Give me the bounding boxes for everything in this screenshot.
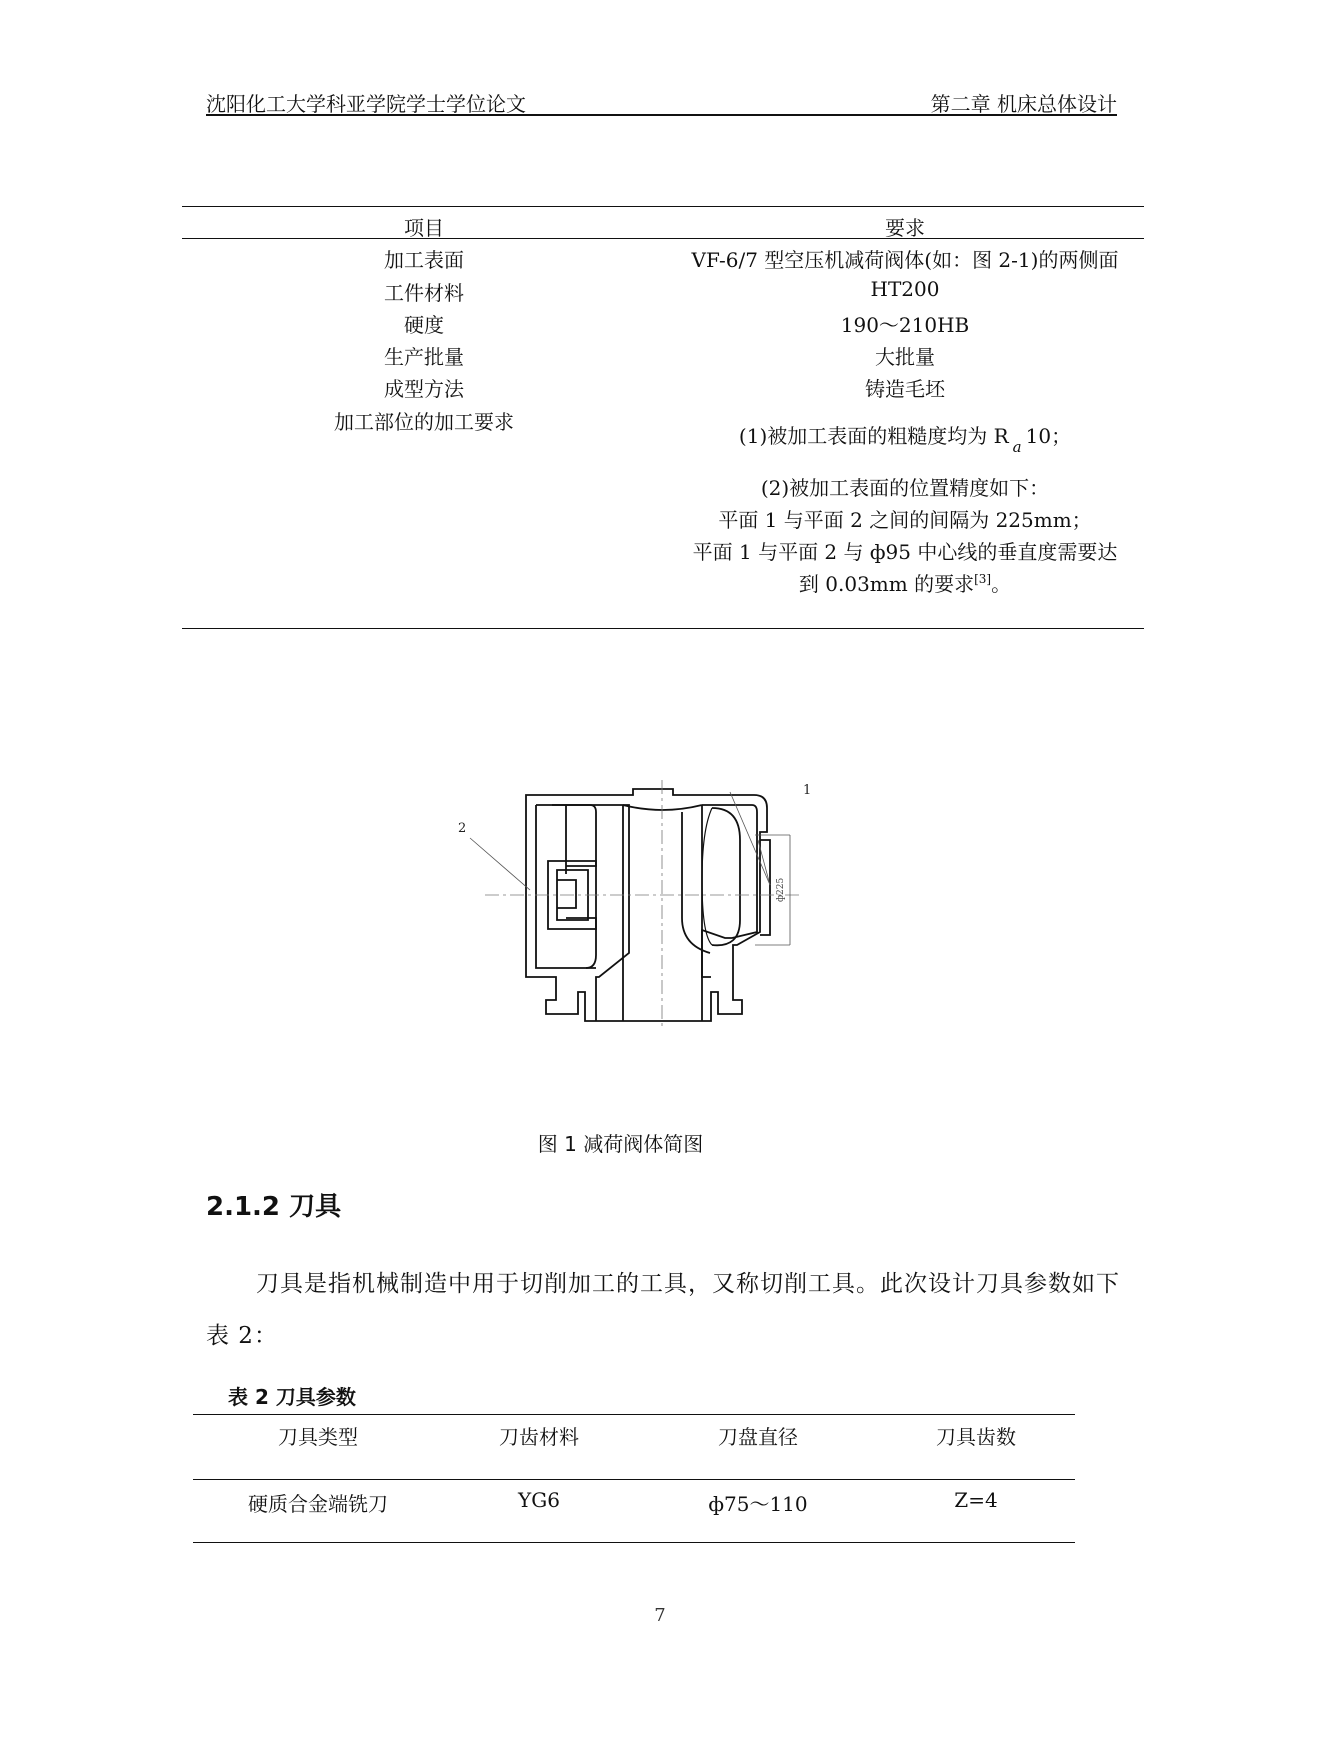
table2-header: 刀齿材料: [499, 1425, 579, 1449]
table-row-label: 加工部位的加工要求: [334, 410, 514, 434]
requirement-position-line: 到 0.03mm 的要求[3]。: [798, 572, 1012, 596]
figure-label-2: 2: [458, 821, 467, 836]
section-paragraph: 刀具是指机械制造中用于切削加工的工具，又称切削工具。此次设计刀具参数如下表 2：: [206, 1271, 1120, 1349]
table2-header-rule: [193, 1479, 1075, 1480]
table2-cell: YG6: [518, 1488, 560, 1512]
table2-bottom-rule: [193, 1542, 1075, 1543]
table-header-rule: [182, 238, 1144, 239]
table-row-label: 工件材料: [384, 281, 464, 305]
table-row-value: 190～210HB: [840, 313, 970, 337]
table-row-value: 铸造毛坯: [865, 377, 945, 401]
figure-dimension-label: ф225: [776, 877, 786, 902]
figure-caption: 图 1 减荷阀体简图: [537, 1132, 704, 1156]
table-row-label: 生产批量: [384, 345, 464, 369]
page-number: 7: [654, 1605, 666, 1626]
table-bottom-rule: [182, 628, 1144, 629]
table2-header: 刀具类型: [278, 1425, 358, 1449]
figure-label-1: 1: [803, 783, 812, 798]
table-row-value: 大批量: [875, 345, 935, 369]
requirement-position-line: 平面 1 与平面 2 与 ф95 中心线的垂直度需要达: [692, 540, 1118, 564]
section-heading: 2.1.2 刀具: [206, 1192, 342, 1222]
table2-header: 刀具齿数: [936, 1425, 1016, 1449]
valve-body-drawing: [458, 770, 812, 1040]
table-header-item: 项目: [404, 216, 444, 240]
table-top-rule: [182, 206, 1144, 207]
table2-top-rule: [193, 1414, 1075, 1415]
table2-title: 表 2 刀具参数: [228, 1385, 356, 1409]
requirement-roughness: (1)被加工表面的粗糙度均为 R $_a$ 10；: [738, 424, 1072, 456]
table-row-value: HT200: [870, 277, 940, 301]
requirement-position-line: (2)被加工表面的位置精度如下：: [760, 476, 1050, 500]
table-row-value: VF-6/7 型空压机减荷阀体(如：图 2-1)的两侧面: [691, 248, 1119, 272]
table2-cell: ф75～110: [708, 1492, 808, 1516]
table2-header: 刀盘直径: [718, 1425, 798, 1449]
table2-cell: 硬质合金端铣刀: [248, 1492, 388, 1516]
header-thesis-title: 沈阳化工大学科亚学院学士学位论文: [206, 92, 526, 116]
table2-cell: Z=4: [954, 1488, 998, 1512]
header-chapter-title: 第二章 机床总体设计: [930, 92, 1117, 116]
table-header-requirement: 要求: [885, 216, 925, 240]
header-rule: [206, 114, 1117, 116]
table-row-label: 成型方法: [384, 377, 464, 401]
table-row-label: 加工表面: [384, 248, 464, 272]
requirement-position-line: 平面 1 与平面 2 之间的间隔为 225mm；: [718, 508, 1092, 532]
table-row-label: 硬度: [404, 313, 444, 337]
